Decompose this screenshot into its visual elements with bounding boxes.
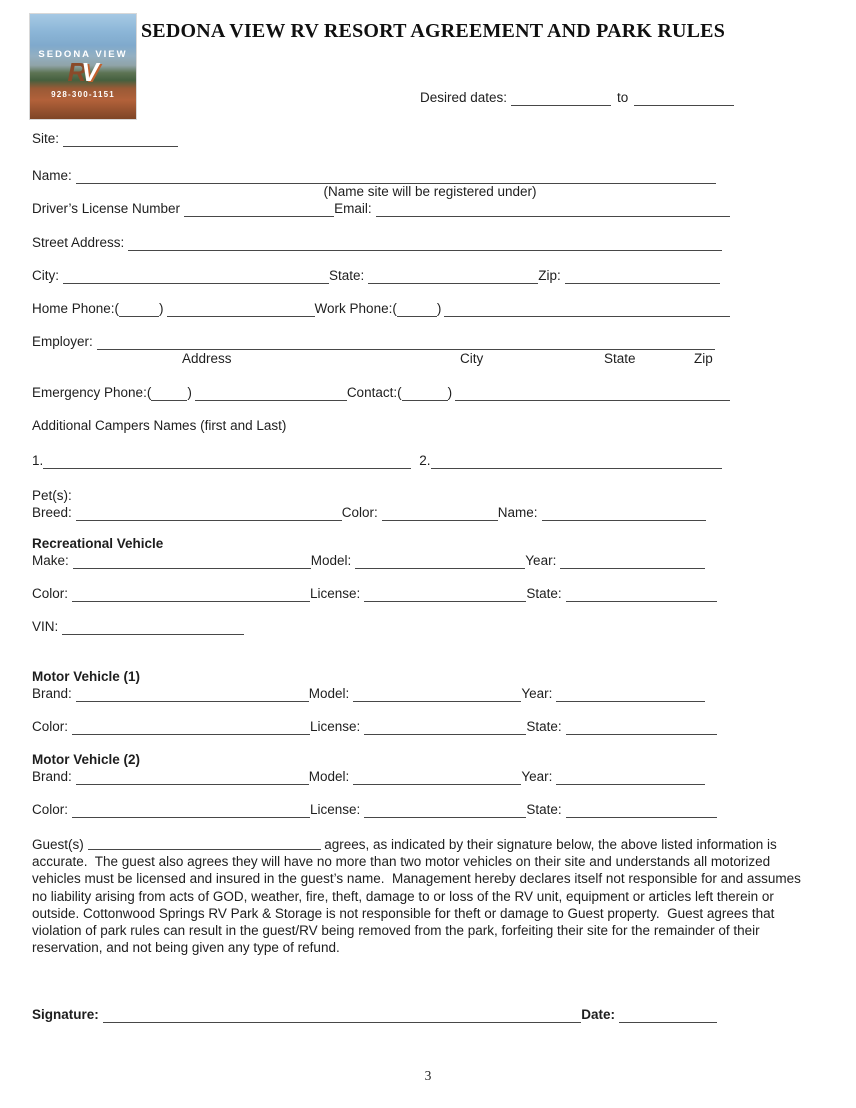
city-label: City: <box>32 268 59 283</box>
rv-year-input[interactable] <box>560 554 705 569</box>
mv1-license-input[interactable] <box>364 720 526 735</box>
city-state-zip-row <box>32 267 720 284</box>
drivers-license-label: Driver’s License Number <box>32 201 181 216</box>
resort-logo-phone: 928-300-1151 <box>51 90 115 99</box>
emergency-row <box>32 384 730 401</box>
site-label: Site: <box>32 131 60 146</box>
rv-model-input[interactable] <box>355 554 525 569</box>
emergency-contact-paren: ) <box>447 385 453 400</box>
mv1-brand-row <box>32 685 705 702</box>
mv1-year-input[interactable] <box>556 687 705 702</box>
mv2-license-label: License: <box>310 802 361 817</box>
work-phone-area-input[interactable] <box>397 302 437 317</box>
mv1-color-label: Color: <box>32 719 69 734</box>
date-label: Date: <box>581 1007 615 1023</box>
rv-vin-input[interactable] <box>62 620 244 635</box>
resort-logo <box>30 14 136 119</box>
employer-zip-sublabel: Zip <box>694 351 713 366</box>
rv-vin-row <box>32 618 730 635</box>
rv-vin-label: VIN: <box>32 619 59 634</box>
desired-dates-label: Desired dates: <box>420 90 508 105</box>
phone-row <box>32 300 730 317</box>
campers-row <box>32 452 722 469</box>
employer-input[interactable] <box>97 335 715 350</box>
mv2-brand-label: Brand: <box>32 769 72 784</box>
agreement-paragraph <box>32 836 808 956</box>
date-input[interactable] <box>619 1008 717 1023</box>
home-phone-area-input[interactable] <box>119 302 159 317</box>
mv1-color-row <box>32 718 717 735</box>
state-input[interactable] <box>368 269 538 284</box>
rv-color-row <box>32 585 717 602</box>
page-number: 3 <box>424 1068 432 1083</box>
emergency-phone-area-input[interactable] <box>151 386 187 401</box>
drivers-license-input[interactable] <box>184 202 334 217</box>
street-address-label: Street Address: <box>32 235 125 250</box>
mv2-state-label: State: <box>526 802 562 817</box>
work-phone-paren: ) <box>436 301 442 316</box>
city-input[interactable] <box>63 269 329 284</box>
rv-make-input[interactable] <box>73 554 311 569</box>
emergency-phone-input[interactable] <box>195 386 347 401</box>
pet-row <box>32 504 706 521</box>
rv-logo-mark: RV <box>67 57 99 87</box>
desired-dates-row <box>420 89 750 106</box>
emergency-contact-label: Contact:( <box>346 385 402 400</box>
mv2-color-label: Color: <box>32 802 69 817</box>
name-row <box>32 167 716 184</box>
rv-license-label: License: <box>310 586 361 601</box>
camper-2-input[interactable] <box>431 454 722 469</box>
pet-color-input[interactable] <box>382 506 498 521</box>
mv2-year-label: Year: <box>521 769 553 784</box>
mv1-state-label: State: <box>526 719 562 734</box>
pet-breed-label: Breed: <box>32 505 72 520</box>
rv-year-label: Year: <box>525 553 557 568</box>
mv2-brand-input[interactable] <box>76 770 309 785</box>
rv-state-label: State: <box>526 586 562 601</box>
mv2-color-row <box>32 801 717 818</box>
pet-name-input[interactable] <box>542 506 706 521</box>
name-input[interactable] <box>76 169 716 184</box>
camper-1-input[interactable] <box>43 454 411 469</box>
rv-color-label: Color: <box>32 586 69 601</box>
mv1-model-label: Model: <box>308 686 350 701</box>
agreement-body: agrees, as indicated by their signature below, the above listed information is accurate. The guest also agrees they will have no more than two motor vehicles on their site and understands all motorized vehicles must be licensed and insured in the guest’s name. Management hereby declares itself not responsible for and assumes no liability arising from acts of GOD, weather, fire, theft, damage to or loss of the RV unit, equipment or articles left therein or outside. Cottonwood Springs RV Park & Storage is not responsible for theft or damage to Guest property. Guest agrees that violation of park rules can result in the guest/RV being removed from the park, forfeiting their site for the remainder of their reservation, and not being given any type of refund. <box>32 837 805 956</box>
mv2-year-input[interactable] <box>556 770 705 785</box>
camper-1-prefix: 1. <box>32 453 44 468</box>
emergency-contact-input[interactable] <box>455 386 730 401</box>
mv1-section-title: Motor Vehicle (1) <box>32 669 141 684</box>
pet-color-label: Color: <box>341 505 378 520</box>
zip-input[interactable] <box>565 269 720 284</box>
home-phone-input[interactable] <box>167 302 315 317</box>
signature-row <box>32 1006 717 1023</box>
page-title: SEDONA VIEW RV RESORT AGREEMENT AND PARK RULES <box>140 20 726 42</box>
rv-section-title: Recreational Vehicle <box>32 536 164 551</box>
mv1-year-label: Year: <box>521 686 553 701</box>
site-input[interactable] <box>63 132 178 147</box>
guest-name-input[interactable] <box>88 838 321 850</box>
rv-license-input[interactable] <box>364 587 526 602</box>
mv2-color-input[interactable] <box>72 803 310 818</box>
mv2-section-title: Motor Vehicle (2) <box>32 752 141 767</box>
name-note: (Name site will be registered under) <box>323 184 537 199</box>
guest-prefix: Guest(s) <box>32 837 88 852</box>
mv1-license-label: License: <box>310 719 361 734</box>
rv-model-label: Model: <box>310 553 352 568</box>
employer-row <box>32 333 715 350</box>
rv-make-label: Make: <box>32 553 69 568</box>
mv1-brand-input[interactable] <box>76 687 309 702</box>
street-address-input[interactable] <box>128 236 722 251</box>
mv1-state-input[interactable] <box>566 720 717 735</box>
street-address-row <box>32 234 722 251</box>
mv1-color-input[interactable] <box>72 720 310 735</box>
emergency-contact-area-input[interactable] <box>402 386 448 401</box>
home-phone-label: Home Phone:( <box>32 301 120 316</box>
mv2-brand-row <box>32 768 705 785</box>
desired-date-start-input[interactable] <box>511 91 611 106</box>
form-body <box>32 130 812 1023</box>
rv-state-input[interactable] <box>566 587 717 602</box>
home-phone-paren: ) <box>159 301 164 316</box>
pets-label: Pet(s): <box>32 488 72 503</box>
desired-dates-to-label: to <box>617 90 629 105</box>
employer-address-sublabel: Address <box>182 351 232 366</box>
rv-make-row <box>32 552 705 569</box>
employer-sublabels <box>32 350 730 367</box>
name-label: Name: <box>32 168 72 183</box>
employer-label: Employer: <box>32 334 93 349</box>
additional-campers-label: Additional Campers Names (first and Last) <box>32 418 287 433</box>
resort-logo-name: SEDONA VIEW <box>38 49 128 60</box>
state-label: State: <box>329 268 365 283</box>
signature-input[interactable] <box>103 1008 581 1023</box>
camper-2-prefix: 2. <box>419 453 431 468</box>
work-phone-input[interactable] <box>444 302 730 317</box>
site-row <box>32 130 730 147</box>
employer-city-sublabel: City <box>460 351 484 366</box>
mv2-model-input[interactable] <box>353 770 521 785</box>
email-label: Email: <box>334 201 372 216</box>
employer-state-sublabel: State <box>604 351 636 366</box>
signature-label: Signature: <box>32 1007 99 1023</box>
mv2-license-input[interactable] <box>364 803 526 818</box>
emergency-phone-label: Emergency Phone:( <box>32 385 152 400</box>
license-email-row <box>32 200 730 217</box>
emergency-phone-paren: ) <box>187 385 192 400</box>
pet-breed-input[interactable] <box>76 506 342 521</box>
pet-name-label: Name: <box>497 505 538 520</box>
work-phone-label: Work Phone:( <box>314 301 397 316</box>
mv2-model-label: Model: <box>308 769 350 784</box>
mv2-state-input[interactable] <box>566 803 717 818</box>
email-input[interactable] <box>376 202 730 217</box>
desired-date-end-input[interactable] <box>634 91 734 106</box>
zip-label: Zip: <box>538 268 561 283</box>
mv1-brand-label: Brand: <box>32 686 72 701</box>
mv1-model-input[interactable] <box>353 687 521 702</box>
rv-color-input[interactable] <box>72 587 310 602</box>
